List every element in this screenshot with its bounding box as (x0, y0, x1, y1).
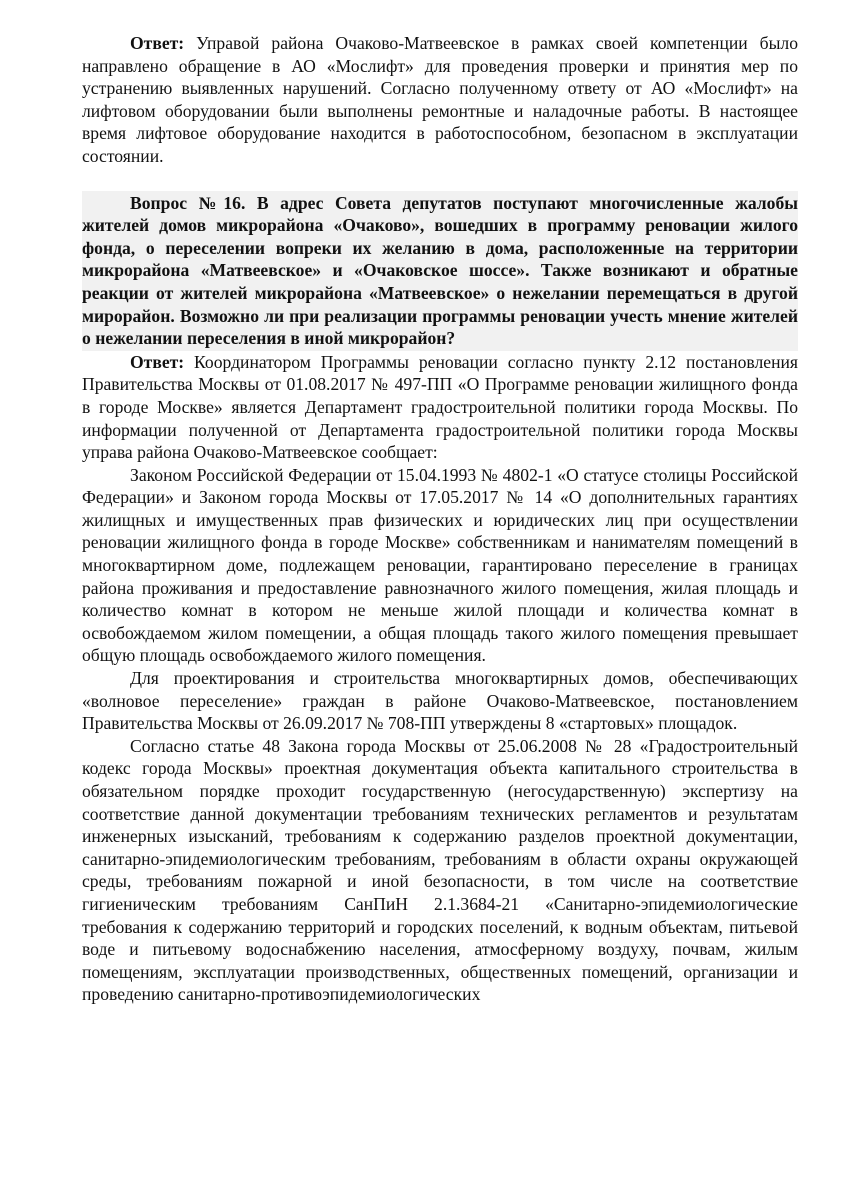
answer-label: Ответ: (130, 351, 185, 372)
document-page (82, 32, 798, 1006)
body-paragraph: Для проектирования и строительства многоквартирных домов, обеспечивающих «волновое переселение» граждан в районе Очаково-Матвеевское, постановлением Правительства Москвы от 26.09.2017 № 708-ПП утверждены 8 «стартовых» площадок. (82, 668, 798, 734)
answer-paragraph-16 (82, 351, 798, 464)
answer-text: Координатором Программы реновации согласно пункту 2.12 постановления Правительства Москвы от 01.08.2017 № 497-ПП «О Программе реновации жилищного фонда в городе Москве» является Департамент градостроительной политики города Москвы. По информации полученной от Департамента градостроительной политики города Москвы управа района Очаково-Матвеевское сообщает: (82, 351, 798, 463)
body-paragraph: Согласно статье 48 Закона города Москвы от 25.06.2008 № 28 «Градостроительный кодекс города Москвы» проектная документация объекта капитального строительства в обязательном порядке проходит государственную (негосударственную) экспертизу на соответствие данной документации требованиям технических регламентов и результатам инженерных изысканий, требованиям к содержанию разделов проектной документации, санитарно-эпидемиологическим требованиям, требованиям в области охраны окружающей среды, требованиям пожарной и иной безопасности, в том числе на соответствие гигиеническим требованиям СанПиН 2.1.3684-21 «Санитарно-эпидемиологические требования к содержанию территорий и городских поселений, к водным объектам, питьевой воде и питьевому водоснабжению населения, атмосферному воздуху, почвам, жилым помещениям, эксплуатации производственных, общественных помещений, организации и проведению санитарно-противоэпидемиологических (82, 735, 798, 1005)
answer-text: Управой района Очаково-Матвеевское в рамках своей компетенции было направлено обращение в АО «Мослифт» для проведения проверки и принятия мер по устранению выявленных нарушений. Согласно полученному ответу от АО «Мослифт» на лифтовом оборудовании были выполнены ремонтные и наладочные работы. В настоящее время лифтовое оборудование находится в работоспособном, безопасном в эксплуатации состоянии. (82, 33, 798, 166)
question-16: Вопрос №16. В адрес Совета депутатов поступают многочисленные жалобы жителей домов микрорайона «Очаково», вошедших в программу реновации жилого фонда, о переселении вопреки их желанию в дома, расположенные на территории микрорайона «Матвеевское» и «Очаковское шоссе». Также возникают и обратные реакции от жителей микрорайона «Матвеевское» о нежелании перемещаться в другой мирорайон. Возможно ли при реализации программы реновации учесть мнение жителей о нежелании переселения в иной микрорайон? (82, 191, 798, 351)
answer-paragraph-1 (82, 32, 798, 168)
body-paragraph: Законом Российской Федерации от 15.04.1993 № 4802-1 «О статусе столицы Российской Федерации» и Законом города Москвы от 17.05.2017 № 14 «О дополнительных гарантиях жилищных и имущественных прав физических и юридических лиц при осуществлении реновации жилищного фонда в городе Москве» собственникам и нанимателям помещений в многоквартирном доме, подлежащем реновации, гарантировано переселение в границах района проживания и предоставление равнозначного жилого помещения, жилая площадь и количество комнат в котором не меньше жилой площади и количества комнат в освобождаемом жилом помещении, а общая площадь такого жилого помещения превышает общую площадь освобождаемого жилого помещения. (82, 464, 798, 666)
answer-label: Ответ: (130, 33, 185, 53)
